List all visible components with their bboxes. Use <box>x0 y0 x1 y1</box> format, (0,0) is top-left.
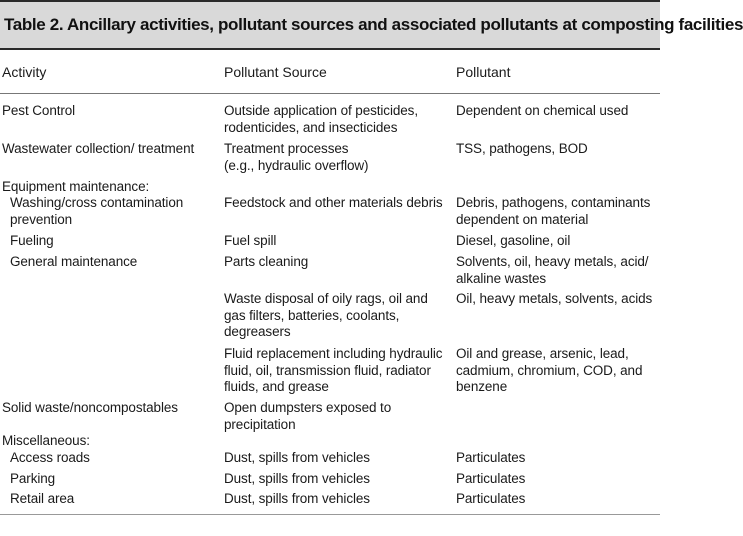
table-bottom-rule <box>0 514 660 515</box>
cell-activity: Retail area <box>10 491 75 506</box>
header-pollutant: Pollutant <box>456 64 511 80</box>
cell-activity: Access roads <box>10 450 90 465</box>
cell-source: Treatment processes (e.g., hydraulic overflow) <box>224 141 369 173</box>
cell-pollutant: TSS, pathogens, BOD <box>456 141 588 156</box>
cell-activity: Equipment maintenance: <box>2 179 150 194</box>
cell-activity: Washing/cross contamination prevention <box>10 195 184 227</box>
header-activity: Activity <box>2 64 47 80</box>
cell-activity: Solid waste/noncompostables <box>2 400 178 415</box>
cell-source: Fluid replacement including hydraulic fluid, oil, transmission fluid, radiator fluids, and grease <box>224 346 443 394</box>
cell-activity: Pest Control <box>2 103 76 118</box>
table-header-row <box>0 50 660 94</box>
cell-activity: Miscellaneous: <box>2 433 90 448</box>
cell-pollutant: Particulates <box>456 491 526 506</box>
cell-source: Dust, spills from vehicles <box>224 450 370 465</box>
cell-activity: Wastewater collection/ treatment <box>2 141 195 156</box>
cell-pollutant: Particulates <box>456 450 526 465</box>
cell-pollutant: Diesel, gasoline, oil <box>456 233 571 248</box>
header-pollutant-source: Pollutant Source <box>224 64 327 80</box>
cell-source: Open dumpsters exposed to precipitation <box>224 400 392 432</box>
cell-source: Dust, spills from vehicles <box>224 471 370 486</box>
cell-source: Fuel spill <box>224 233 277 248</box>
table-title-bar <box>0 0 743 50</box>
cell-activity: Fueling <box>10 233 54 248</box>
cell-source: Dust, spills from vehicles <box>224 491 370 506</box>
cell-pollutant: Debris, pathogens, contaminants dependent on material <box>456 195 651 227</box>
cell-pollutant: Solvents, oil, heavy metals, acid/ alkaline wastes <box>456 254 649 286</box>
cell-source: Parts cleaning <box>224 254 309 269</box>
cell-pollutant: Oil and grease, arsenic, lead, cadmium, chromium, COD, and benzene <box>456 346 643 394</box>
cell-source: Outside application of pesticides, rodenticides, and insecticides <box>224 103 418 135</box>
cell-source: Waste disposal of oily rags, oil and gas filters, batteries, coolants, degreasers <box>224 291 428 339</box>
table-title: Table 2. Ancillary activities, pollutant sources and associated pollutants at composting facilities <box>4 15 743 34</box>
cell-activity: Parking <box>10 471 56 486</box>
cell-source: Feedstock and other materials debris <box>224 195 443 210</box>
cell-activity: General maintenance <box>10 254 138 269</box>
cell-pollutant: Oil, heavy metals, solvents, acids <box>456 291 653 306</box>
cell-pollutant: Particulates <box>456 471 526 486</box>
cell-pollutant: Dependent on chemical used <box>456 103 629 118</box>
